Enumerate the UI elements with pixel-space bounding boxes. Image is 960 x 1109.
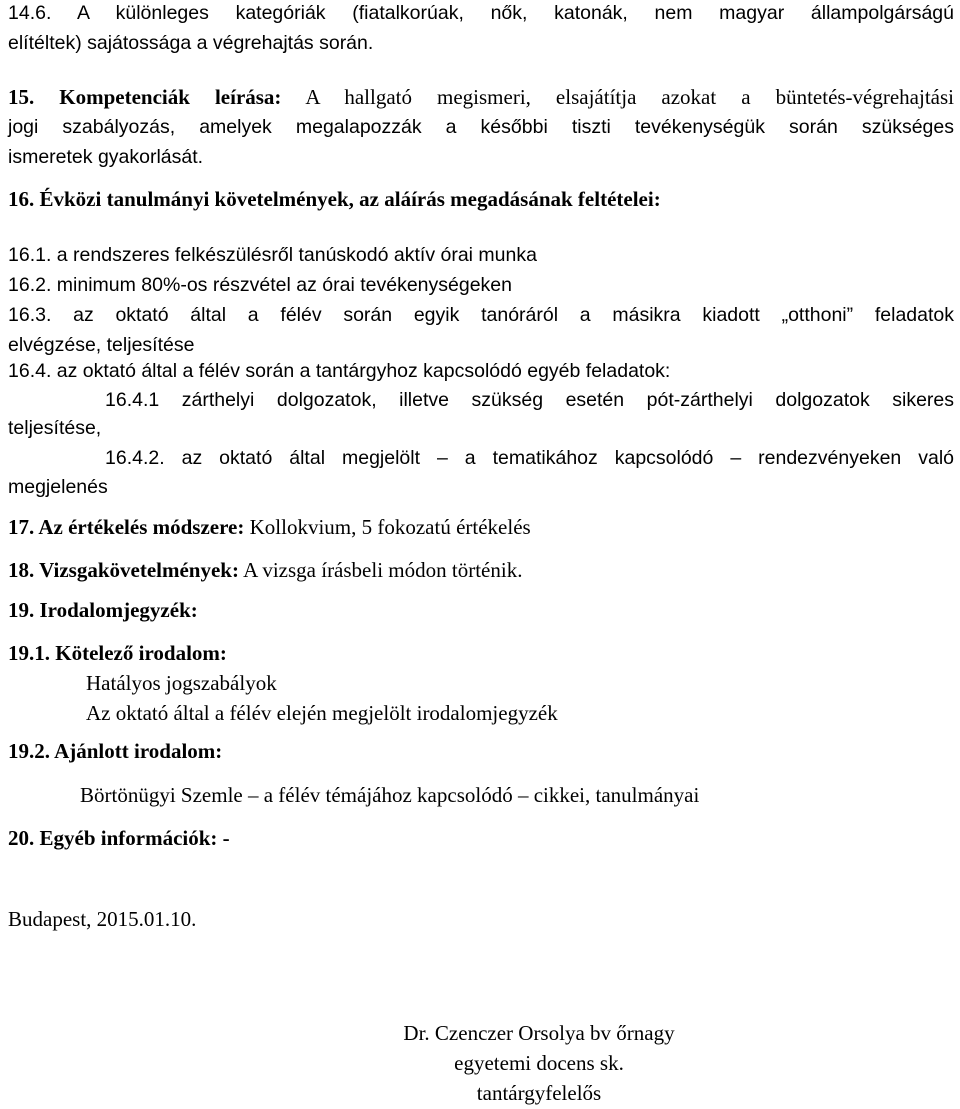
section-17-line — [8, 512, 954, 542]
section-18-line — [8, 555, 954, 585]
signatory-name: Dr. Czenczer Orsolya bv őrnagy — [403, 1021, 675, 1045]
section-18-text: A vizsga írásbeli módon történik. — [243, 558, 523, 582]
place-date: Budapest, 2015.01.10. — [8, 907, 197, 931]
section-18-label: 18. Vizsgakövetelmények: — [8, 558, 239, 582]
section-15-text: A hallgató megismeri, elsajátítja azokat a büntetés-végrehajtási — [305, 85, 955, 109]
section-20-heading: 20. Egyéb információk: - — [8, 826, 230, 850]
item-16-4-1-line-1: 16.4.1 zárthelyi dolgozatok, illetve szükség esetén pót-zárthelyi dolgozatok sikeres — [105, 389, 954, 411]
section-19-heading: 19. Irodalomjegyzék: — [8, 598, 198, 622]
item-16-4-2-line-2: megjelenés — [8, 476, 108, 498]
section-15-label: 15. Kompetenciák leírása: — [8, 85, 282, 109]
section-14-6-line-1: 14.6. A különleges kategóriák (fiatalkorúak, nők, katonák, nem magyar állampolgárságú — [8, 2, 954, 24]
item-16-3-line-2: elvégzése, teljesítése — [8, 334, 195, 356]
item-16-2: 16.2. minimum 80%-os részvétel az órai tevékenységeken — [8, 274, 512, 296]
signatory-role: tantárgyfelelős — [476, 1081, 602, 1105]
item-16-4: 16.4. az oktató által a félév során a tantárgyhoz kapcsolódó egyéb feladatok: — [8, 360, 671, 382]
section-15-line-1 — [8, 82, 954, 112]
section-16-heading: 16. Évközi tanulmányi követelmények, az aláírás megadásának feltételei: — [8, 187, 661, 211]
mandatory-item: Hatályos jogszabályok — [86, 671, 277, 695]
section-19-2-label: 19.2. Ajánlott irodalom: — [8, 739, 223, 763]
recommended-item: Börtönügyi Szemle – a félév témájához kapcsolódó – cikkei, tanulmányai — [80, 783, 700, 807]
section-15-line-3: ismeretek gyakorlását. — [8, 146, 204, 168]
item-16-1: 16.1. a rendszeres felkészülésről tanúskodó aktív órai munka — [8, 244, 537, 266]
mandatory-item: Az oktató által a félév elején megjelölt irodalomjegyzék — [86, 701, 558, 725]
section-15-line-2: jogi szabályozás, amelyek megalapozzák a későbbi tiszti tevékenységük során szükséges — [8, 116, 954, 138]
item-16-4-2-line-1: 16.4.2. az oktató által megjelölt – a tematikához kapcsolódó – rendezvényeken való — [105, 447, 954, 469]
section-14-6-line-2: elítéltek) sajátossága a végrehajtás során. — [8, 32, 374, 54]
section-19-1-label: 19.1. Kötelező irodalom: — [8, 641, 227, 665]
section-17-text: Kollokvium, 5 fokozatú értékelés — [249, 515, 531, 539]
signatory-title: egyetemi docens sk. — [454, 1051, 624, 1075]
item-16-4-1-line-2: teljesítése, — [8, 417, 102, 439]
item-16-3-line-1: 16.3. az oktató által a félév során egyik tanóráról a másikra kiadott „otthoni” feladatok — [8, 304, 954, 326]
section-17-label: 17. Az értékelés módszere: — [8, 515, 245, 539]
